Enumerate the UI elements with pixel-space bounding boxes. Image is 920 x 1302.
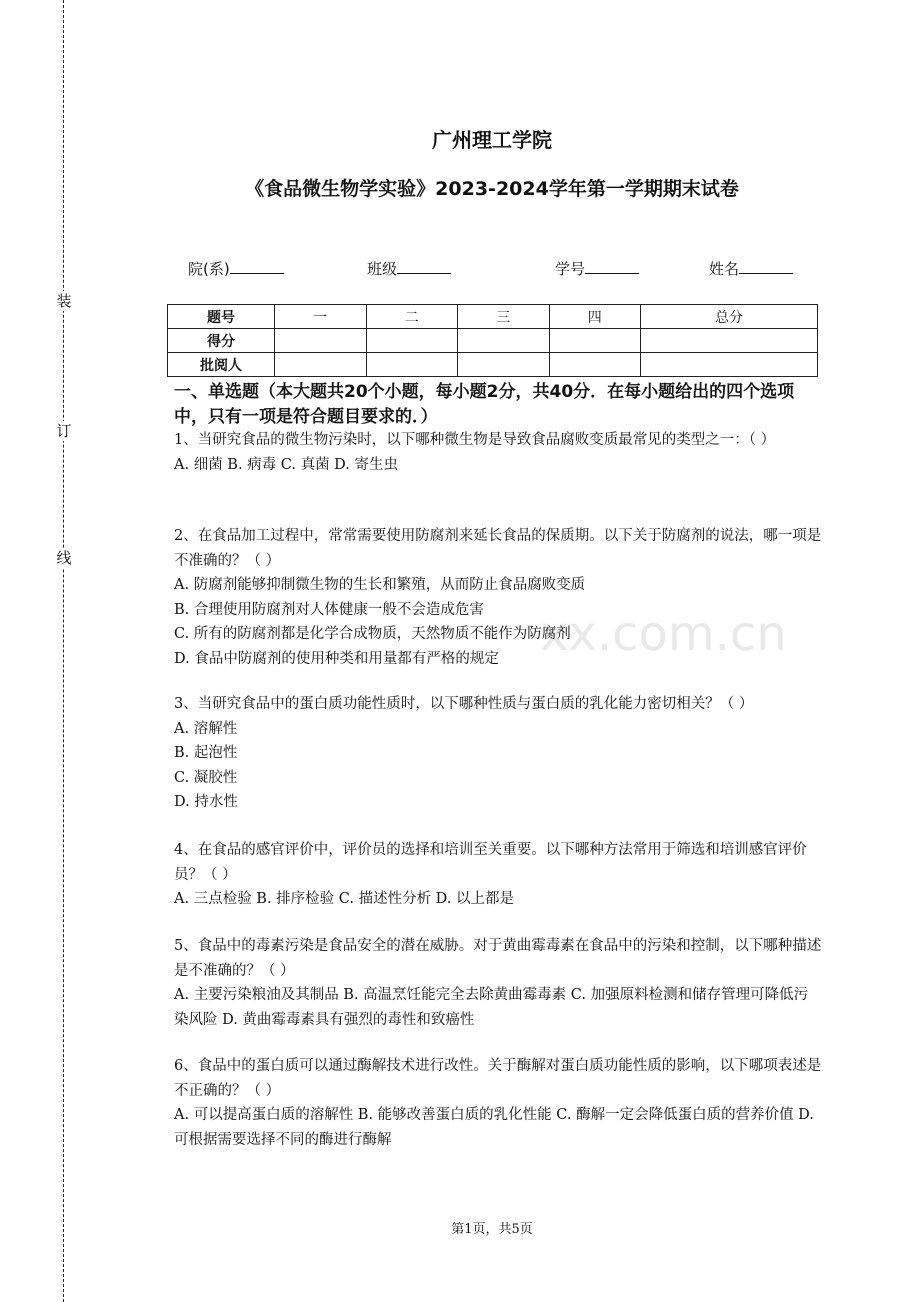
question-1 — [174, 428, 822, 477]
question-option: A. 三点检验 B. 排序检验 C. 描述性分析 D. 以上都是 — [174, 891, 515, 907]
binding-char-ding: 订 — [56, 422, 72, 440]
grader-cell[interactable] — [275, 353, 367, 377]
school-name: 广州理工学院 — [432, 128, 552, 152]
col-2: 二 — [366, 305, 458, 329]
col-4: 四 — [549, 305, 641, 329]
question-6 — [174, 1054, 822, 1152]
info-student-id — [555, 258, 639, 279]
binding-char-xian: 线 — [56, 549, 72, 567]
question-3 — [174, 692, 822, 815]
exam-title: 《食品微生物学实验》2023-2024学年第一学期期末试卷 — [245, 178, 739, 200]
grader-row — [168, 353, 818, 377]
score-row — [168, 329, 818, 353]
question-option: B. 起泡性 — [174, 745, 238, 761]
question-option: C. 凝胶性 — [174, 769, 238, 786]
info-class — [367, 258, 451, 279]
col-1: 一 — [275, 305, 367, 329]
question-option: A. 防腐剂能够抑制微生物的生长和繁殖，从而防止食品腐败变质 — [174, 577, 586, 593]
score-table — [167, 304, 818, 377]
section-1-heading: 一、单选题（本大题共20个小题，每小题2分，共40分．在每小题给出的四个选项中，只有一项是符合题目要求的．） — [174, 382, 795, 427]
score-cell[interactable] — [549, 329, 641, 353]
question-stem: 5、食品中的毒素污染是食品安全的潜在威胁。对于黄曲霉毒素在食品中的污染和控制，以下哪种描述是不准确的？（ ） — [174, 938, 822, 979]
info-class-label: 班级 — [367, 260, 398, 278]
question-option: C. 所有的防腐剂都是化学合成物质，天然物质不能作为防腐剂 — [174, 626, 571, 642]
info-name-label: 姓名 — [709, 260, 740, 278]
info-class-blank[interactable] — [397, 259, 451, 274]
info-student-id-blank[interactable] — [585, 259, 639, 274]
info-dept-label: 院(系) — [188, 260, 230, 278]
watermark: xx.com.cn — [540, 606, 787, 662]
question-2 — [174, 524, 822, 671]
info-name-blank[interactable] — [739, 259, 793, 274]
score-cell[interactable] — [641, 329, 818, 353]
score-cell[interactable] — [366, 329, 458, 353]
question-option: B. 合理使用防腐剂对人体健康一般不会造成危害 — [174, 601, 484, 618]
col-3: 三 — [458, 305, 550, 329]
grader-cell[interactable] — [366, 353, 458, 377]
question-stem: 1、当研究食品的微生物污染时，以下哪种微生物是导致食品腐败变质最常见的类型之一：（ ） — [174, 432, 776, 448]
score-table-header-row — [168, 305, 818, 329]
question-stem: 2、在食品加工过程中，常常需要使用防腐剂来延长食品的保质期。以下关于防腐剂的说法，哪一项是不准确的？（ ） — [174, 528, 822, 569]
page-footer: 第1页，共5页 — [451, 1222, 533, 1237]
question-option: D. 食品中防腐剂的使用种类和用量都有严格的规定 — [174, 650, 499, 667]
question-option: A. 主要污染粮油及其制品 B. 高温烹饪能完全去除黄曲霉毒素 C. 加强原料检测和储存管理可降低污染风险 D. 黄曲霉毒素具有强烈的毒性和致癌性 — [174, 987, 809, 1028]
question-stem: 4、在食品的感官评价中，评价员的选择和培训至关重要。以下哪种方法常用于筛选和培训感官评价员？（ ） — [174, 842, 807, 883]
col-total: 总分 — [641, 305, 818, 329]
grader-row-label: 批阅人 — [168, 353, 275, 377]
question-stem: 6、食品中的蛋白质可以通过酶解技术进行改性。关于酶解对蛋白质功能性质的影响，以下哪项表述是不正确的？（ ） — [174, 1058, 822, 1099]
question-option: A. 可以提高蛋白质的溶解性 B. 能够改善蛋白质的乳化性能 C. 酶解一定会降低蛋白质的营养价值 D. 可根据需要选择不同的酶进行酶解 — [174, 1107, 814, 1148]
question-5 — [174, 934, 822, 1032]
score-cell[interactable] — [275, 329, 367, 353]
info-dept — [188, 258, 284, 279]
question-option: D. 持水性 — [174, 794, 238, 810]
question-option: A. 细菌 B. 病毒 C. 真菌 D. 寄生虫 — [174, 456, 399, 473]
score-cell[interactable] — [458, 329, 550, 353]
question-stem: 3、当研究食品中的蛋白质功能性质时，以下哪种性质与蛋白质的乳化能力密切相关？（ ） — [174, 696, 754, 712]
col-header-label: 题号 — [168, 305, 275, 329]
info-dept-blank[interactable] — [230, 259, 284, 274]
info-student-id-label: 学号 — [555, 260, 586, 278]
question-option: A. 溶解性 — [174, 720, 238, 737]
score-row-label: 得分 — [168, 329, 275, 353]
grader-cell[interactable] — [549, 353, 641, 377]
info-name — [709, 258, 793, 279]
binding-char-zhuang: 装 — [56, 292, 72, 310]
question-4 — [174, 838, 822, 912]
grader-cell[interactable] — [641, 353, 818, 377]
grader-cell[interactable] — [458, 353, 550, 377]
